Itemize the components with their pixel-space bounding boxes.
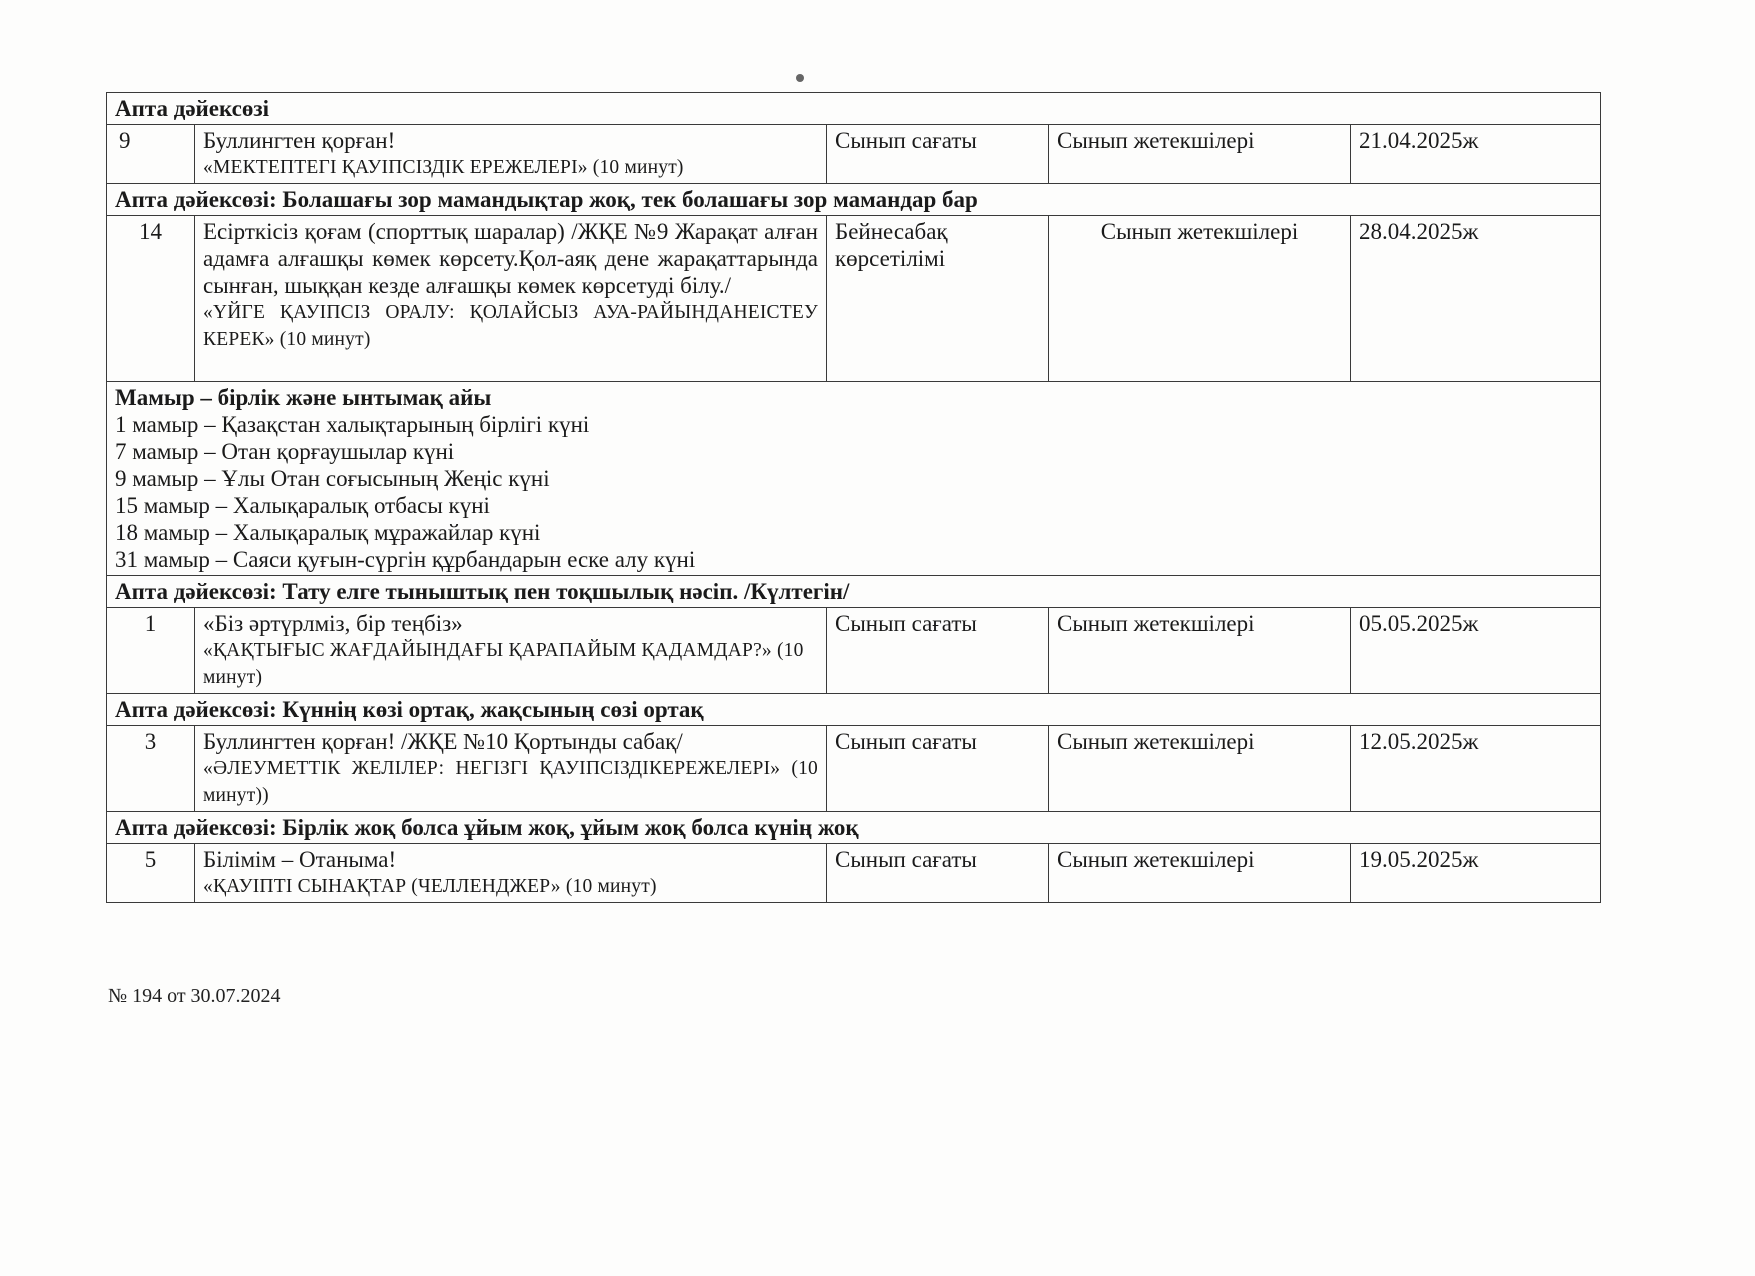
- event-form: Сынып сағаты: [827, 844, 1049, 903]
- month-title: Мамыр – бірлік және ынтымақ айы: [115, 385, 492, 410]
- table-row: [107, 216, 1601, 382]
- week-quote: Апта дәйексөзі: Болашағы зор мамандықтар жоқ, тек болашағы зор мамандар бар: [107, 184, 1601, 216]
- event-form: Сынып сағаты: [827, 726, 1049, 812]
- event-responsible: Сынып жетекшілері: [1049, 844, 1351, 903]
- event-date: 05.05.2025ж: [1351, 608, 1601, 694]
- event-cell: [195, 216, 827, 382]
- event-form: Сынып сағаты: [827, 125, 1049, 184]
- event-title: Буллингтен қорған!: [203, 128, 396, 153]
- week-quote: Апта дәйексөзі: [107, 93, 1601, 125]
- row-number: 3: [107, 726, 195, 812]
- event-cell: [195, 608, 827, 694]
- event-responsible: Сынып жетекшілері: [1049, 216, 1351, 382]
- month-item: 18 мамыр – Халықаралық мұражайлар күні: [115, 520, 541, 545]
- month-row: [107, 382, 1601, 576]
- events-table: [106, 92, 1601, 903]
- month-item: 7 мамыр – Отан қорғаушылар күні: [115, 439, 455, 464]
- event-cell: [195, 726, 827, 812]
- event-subtitle: «МЕКТЕПТЕГІ ҚАУІПСІЗДІК ЕРЕЖЕЛЕРІ» (10 минут): [203, 157, 684, 178]
- event-title: «Біз әртүрлміз, бір теңбіз»: [203, 611, 463, 636]
- quote-row: [107, 812, 1601, 844]
- month-item: 15 мамыр – Халықаралық отбасы күні: [115, 493, 490, 518]
- table-row: [107, 844, 1601, 903]
- event-date: 21.04.2025ж: [1351, 125, 1601, 184]
- week-quote: Апта дәйексөзі: Тату елге тыныштық пен тоқшылық нәсіп. /Күлтегін/: [107, 576, 1601, 608]
- document-number: № 194 от 30.07.2024: [108, 985, 281, 1007]
- event-responsible: Сынып жетекшілері: [1049, 125, 1351, 184]
- table-row: [107, 608, 1601, 694]
- event-title: Есірткісіз қоғам (спорттық шаралар) /ЖҚЕ №9 Жарақат алған адамға алғашқы көмек көрсету.Қол-аяқ дене жарақаттарында сынған, шыққан кезде алғашқы көмек көрсетуді білу./: [203, 219, 818, 298]
- event-cell: [195, 844, 827, 903]
- table-row: [107, 726, 1601, 812]
- event-cell: [195, 125, 827, 184]
- event-responsible: Сынып жетекшілері: [1049, 608, 1351, 694]
- row-number: 1: [107, 608, 195, 694]
- event-date: 19.05.2025ж: [1351, 844, 1601, 903]
- event-form: Бейнесабақ көрсетілімі: [827, 216, 1049, 382]
- table-row: [107, 125, 1601, 184]
- quote-row: [107, 184, 1601, 216]
- month-item: 1 мамыр – Қазақстан халықтарының бірлігі күні: [115, 412, 590, 437]
- event-responsible: Сынып жетекшілері: [1049, 726, 1351, 812]
- event-subtitle: «ҮЙГЕ ҚАУІПСІЗ ОРАЛУ: ҚОЛАЙСЫЗ АУА-РАЙЫНДАНЕІСТЕУ КЕРЕК» (10 минут): [203, 302, 818, 350]
- row-number: 5: [107, 844, 195, 903]
- week-quote: Апта дәйексөзі: Бірлік жоқ болса ұйым жоқ, ұйым жоқ болса күнің жоқ: [107, 812, 1601, 844]
- row-number: 14: [107, 216, 195, 382]
- quote-row: [107, 694, 1601, 726]
- event-subtitle: «ҚАУІПТІ СЫНАҚТАР (ЧЕЛЛЕНДЖЕР» (10 минут): [203, 876, 657, 897]
- month-item: 9 мамыр – Ұлы Отан соғысының Жеңіс күні: [115, 466, 550, 491]
- event-date: 12.05.2025ж: [1351, 726, 1601, 812]
- quote-row: [107, 93, 1601, 125]
- event-form: Сынып сағаты: [827, 608, 1049, 694]
- quote-row: [107, 576, 1601, 608]
- scan-dot: [796, 74, 804, 82]
- event-title: Білімім – Отаныма!: [203, 847, 397, 872]
- week-quote: Апта дәйексөзі: Күннің көзі ортақ, жақсының сөзі ортақ: [107, 694, 1601, 726]
- month-section: [107, 382, 1601, 576]
- row-number: 9: [107, 125, 195, 184]
- event-subtitle: «ӘЛЕУМЕТТІК ЖЕЛІЛЕР: НЕГІЗГІ ҚАУІПСІЗДІКЕРЕЖЕЛЕРІ» (10 минут)): [203, 758, 818, 806]
- event-date: 28.04.2025ж: [1351, 216, 1601, 382]
- event-subtitle: «ҚАҚТЫҒЫС ЖАҒДАЙЫНДАҒЫ ҚАРАПАЙЫМ ҚАДАМДАР?» (10 минут): [203, 640, 804, 688]
- month-item: 31 мамыр – Саяси қуғын-сүргін құрбандарын еске алу күні: [115, 547, 696, 572]
- event-title: Буллингтен қорған! /ЖҚЕ №10 Қортынды сабақ/: [203, 729, 683, 754]
